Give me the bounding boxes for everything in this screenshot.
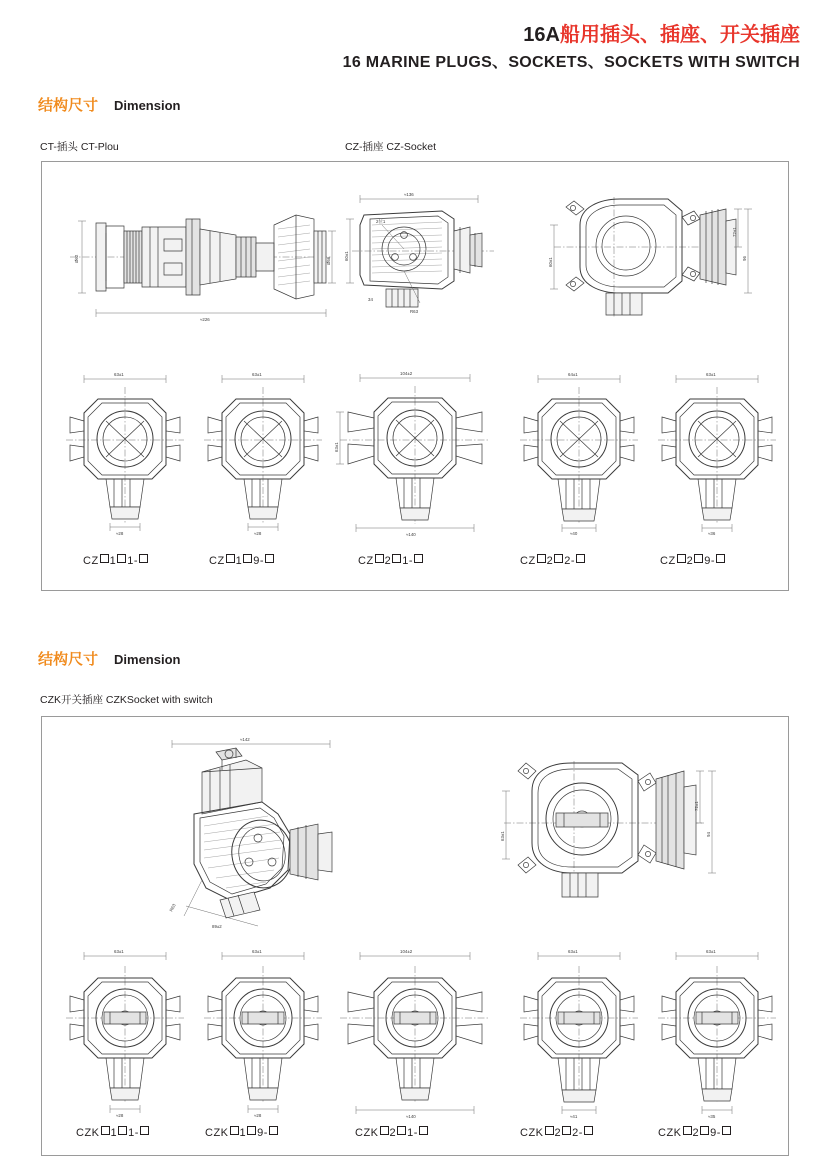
- caption-prefix: CZK: [658, 1127, 682, 1139]
- caption-cz-2: [209, 554, 275, 567]
- caption-mid: 2: [546, 555, 554, 567]
- placeholder-box-icon: [230, 1126, 239, 1135]
- placeholder-box-icon: [545, 1126, 554, 1135]
- svg-text:≈226: ≈226: [200, 317, 210, 322]
- caption-cz-4: [520, 554, 586, 567]
- caption-mid: 2: [686, 555, 694, 567]
- section-1-title-cn: 结构尺寸: [38, 97, 99, 114]
- drawing-czk-view-3: [330, 940, 500, 1120]
- header-title-cn: [0, 18, 800, 47]
- svg-text:34: 34: [368, 297, 373, 302]
- placeholder-box-icon: [117, 554, 126, 563]
- section-1-title-en: Dimension: [114, 98, 181, 113]
- section-2-title-en: Dimension: [114, 652, 181, 667]
- svg-text:63±1: 63±1: [334, 442, 339, 452]
- placeholder-box-icon: [414, 554, 423, 563]
- svg-text:≈41: ≈41: [570, 1114, 578, 1119]
- caption-prefix: CZK: [520, 1127, 544, 1139]
- svg-text:104±2: 104±2: [400, 371, 413, 376]
- caption-prefix: CZ: [209, 555, 225, 567]
- caption-suffix: 9-: [253, 555, 265, 567]
- caption-prefix: CZK: [76, 1127, 100, 1139]
- placeholder-box-icon: [700, 1126, 709, 1135]
- header-title-cn-text: 船用插头、插座、开关插座: [560, 24, 800, 46]
- svg-text:94: 94: [706, 832, 711, 837]
- caption-suffix: 1-: [407, 1127, 418, 1139]
- caption-suffix: 2-: [564, 555, 576, 567]
- svg-text:72±1: 72±1: [694, 801, 699, 811]
- placeholder-box-icon: [683, 1126, 692, 1135]
- page-header: [0, 18, 830, 72]
- placeholder-box-icon: [375, 554, 384, 563]
- svg-text:63±1: 63±1: [568, 949, 578, 954]
- svg-text:89±2: 89±2: [212, 924, 222, 929]
- svg-text:≈140: ≈140: [406, 532, 416, 537]
- caption-prefix: CZ: [660, 555, 676, 567]
- caption-suffix: 9-: [257, 1127, 268, 1139]
- svg-text:63±1: 63±1: [252, 372, 262, 377]
- section-1-title: [38, 94, 180, 115]
- svg-text:≈142: ≈142: [240, 737, 250, 742]
- placeholder-box-icon: [397, 1126, 406, 1135]
- placeholder-box-icon: [101, 1126, 110, 1135]
- drawing-cz-view-2: [196, 365, 330, 535]
- section-2-title-cn: 结构尺寸: [38, 651, 99, 668]
- svg-text:≈140: ≈140: [406, 1114, 416, 1119]
- svg-text:≈40: ≈40: [570, 531, 578, 536]
- header-amps: 16A: [523, 24, 560, 46]
- svg-text:R63: R63: [410, 309, 419, 314]
- svg-text:R63: R63: [168, 903, 177, 913]
- header-title-en: 16 MARINE PLUGS、SOCKETS、SOCKETS WITH SWITCH: [342, 54, 800, 71]
- caption-suffix: 1-: [127, 555, 139, 567]
- drawing-czk-view-1: [58, 942, 192, 1120]
- svg-text:≈28: ≈28: [254, 1113, 262, 1118]
- caption-czk-1: [76, 1126, 150, 1139]
- placeholder-box-icon: [247, 1126, 256, 1135]
- caption-cz-1: [83, 554, 149, 567]
- svg-text:Ø56: Ø56: [326, 256, 331, 265]
- placeholder-box-icon: [419, 1126, 428, 1135]
- drawing-cz-view-5: [650, 365, 784, 535]
- drawing-cz-view-4: [512, 365, 646, 535]
- section-2-label-czk: CZK开关插座 CZKSocket with switch: [40, 694, 213, 706]
- svg-text:63±1: 63±1: [114, 949, 124, 954]
- svg-text:60±1: 60±1: [344, 251, 349, 261]
- placeholder-box-icon: [118, 1126, 127, 1135]
- drawing-cz-view-1: [58, 365, 192, 535]
- caption-czk-2: [205, 1126, 279, 1139]
- caption-prefix: CZ: [520, 555, 536, 567]
- placeholder-box-icon: [269, 1126, 278, 1135]
- caption-prefix: CZK: [355, 1127, 379, 1139]
- svg-text:63±1: 63±1: [706, 949, 716, 954]
- placeholder-box-icon: [140, 1126, 149, 1135]
- caption-mid: 1: [109, 555, 117, 567]
- drawing-cz-socket-front: [342, 185, 502, 330]
- caption-mid: 1: [239, 1127, 247, 1139]
- caption-suffix: 1-: [402, 555, 414, 567]
- drawing-cz-socket-side: [540, 185, 755, 330]
- drawing-czk-side: [490, 745, 720, 930]
- caption-mid: 2: [554, 1127, 562, 1139]
- caption-suffix: 2-: [572, 1127, 583, 1139]
- placeholder-box-icon: [265, 554, 274, 563]
- svg-text:Ø62: Ø62: [74, 254, 79, 263]
- placeholder-box-icon: [139, 554, 148, 563]
- placeholder-box-icon: [243, 554, 252, 563]
- caption-cz-5: [660, 554, 726, 567]
- caption-cz-3: [358, 554, 424, 567]
- placeholder-box-icon: [380, 1126, 389, 1135]
- placeholder-box-icon: [554, 554, 563, 563]
- svg-text:≈28: ≈28: [116, 531, 124, 536]
- drawing-cz-view-3: [330, 362, 500, 536]
- placeholder-box-icon: [716, 554, 725, 563]
- caption-prefix: CZ: [83, 555, 99, 567]
- caption-mid: 1: [235, 555, 243, 567]
- svg-text:≈28: ≈28: [254, 531, 262, 536]
- placeholder-box-icon: [226, 554, 235, 563]
- placeholder-box-icon: [677, 554, 686, 563]
- caption-prefix: CZ: [358, 555, 374, 567]
- placeholder-box-icon: [576, 554, 585, 563]
- svg-text:≈136: ≈136: [404, 192, 414, 197]
- caption-czk-5: [658, 1126, 732, 1139]
- section-1-label-cz: CZ-插座 CZ-Socket: [345, 141, 437, 153]
- placeholder-box-icon: [694, 554, 703, 563]
- svg-text:104±2: 104±2: [400, 949, 413, 954]
- svg-text:72±1: 72±1: [732, 227, 737, 237]
- svg-text:63±1: 63±1: [252, 949, 262, 954]
- caption-czk-4: [520, 1126, 594, 1139]
- placeholder-box-icon: [722, 1126, 731, 1135]
- svg-text:60±1: 60±1: [548, 257, 553, 267]
- svg-text:≈35: ≈35: [708, 1114, 716, 1119]
- placeholder-box-icon: [584, 1126, 593, 1135]
- section-2-title: [38, 648, 180, 669]
- placeholder-box-icon: [392, 554, 401, 563]
- drawing-czk-view-4: [512, 942, 646, 1120]
- svg-text:63±1: 63±1: [706, 372, 716, 377]
- caption-suffix: 9-: [704, 555, 716, 567]
- caption-suffix: 1-: [128, 1127, 139, 1139]
- svg-text:64±1: 64±1: [568, 372, 578, 377]
- caption-mid: 1: [110, 1127, 118, 1139]
- placeholder-box-icon: [100, 554, 109, 563]
- svg-text:63±1: 63±1: [500, 831, 505, 841]
- svg-text:96: 96: [742, 256, 747, 261]
- placeholder-box-icon: [537, 554, 546, 563]
- caption-prefix: CZK: [205, 1127, 229, 1139]
- section-1-label-ct: CT-插头 CT-Plou: [40, 141, 119, 153]
- caption-mid: 2: [692, 1127, 700, 1139]
- caption-mid: 2: [384, 555, 392, 567]
- drawing-ct-plug: [60, 185, 340, 330]
- svg-text:≈28: ≈28: [116, 1113, 124, 1118]
- svg-text:2位1: 2位1: [376, 219, 386, 224]
- caption-mid: 2: [389, 1127, 397, 1139]
- caption-suffix: 9-: [710, 1127, 721, 1139]
- svg-text:63±1: 63±1: [114, 372, 124, 377]
- drawing-czk-view-5: [650, 942, 784, 1120]
- drawing-czk-view-2: [196, 942, 330, 1120]
- drawing-czk-front: [150, 730, 365, 935]
- svg-text:≈36: ≈36: [708, 531, 716, 536]
- caption-czk-3: [355, 1126, 429, 1139]
- placeholder-box-icon: [562, 1126, 571, 1135]
